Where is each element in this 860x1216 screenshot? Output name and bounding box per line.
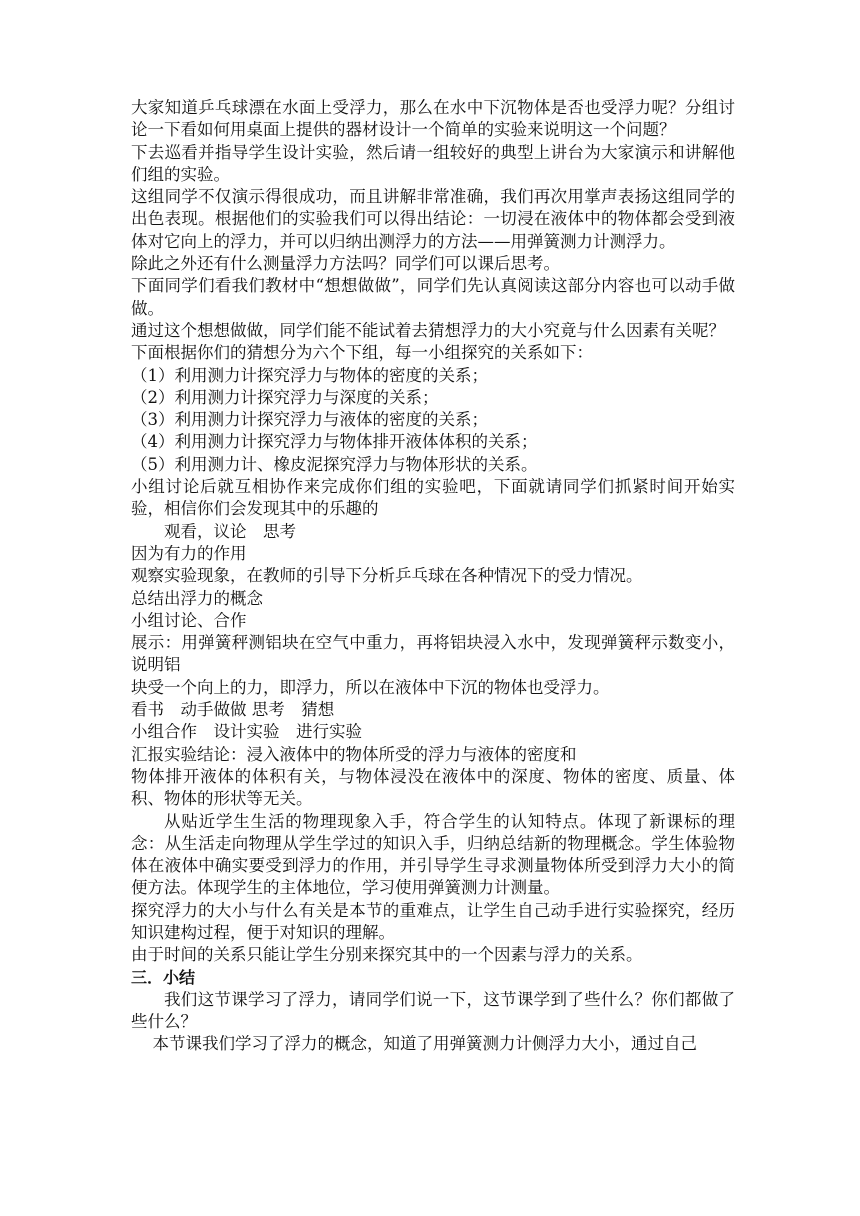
list-item: （4）利用测力计探究浮力与物体排开液体体积的关系； <box>131 432 538 452</box>
paragraph: 下面同学们看我们教材中“想想做做”，同学们先认真阅读这部分内容也可以动手做做。 <box>131 276 735 318</box>
paragraph: 大家知道乒乓球漂在水面上受浮力，那么在水中下沉物体是否也受浮力呢？分组讨论一下看如何用桌面上提供的器材设计一个简单的实验来说明这一个问题？ <box>131 98 735 140</box>
section-heading: 三．小结 <box>131 967 196 987</box>
paragraph: 通过这个想想做做，同学们能不能试着去猜想浮力的大小究竟与什么因素有关呢？ <box>131 320 725 340</box>
paragraph: 小组讨论、合作 <box>131 610 247 630</box>
list-item: （3）利用测力计探究浮力与液体的密度的关系； <box>131 410 488 430</box>
paragraph: 块受一个向上的力，即浮力，所以在液体中下沉的物体也受浮力。 <box>131 677 610 697</box>
paragraph: 总结出浮力的概念 <box>131 588 263 608</box>
paragraph: 探究浮力的大小与什么有关是本节的重难点，让学生自己动手进行实验探究，经历知识建构过程，便于对知识的理解。 <box>131 900 735 942</box>
list-item: （5）利用测力计、橡皮泥探究浮力与物体形状的关系。 <box>131 454 538 474</box>
paragraph: 由于时间的关系只能让学生分别来探究其中的一个因素与浮力的关系。 <box>131 945 643 965</box>
paragraph: 我们这节课学习了浮力，请同学们说一下，这节课学到了些什么？你们都做了些什么？ <box>131 989 735 1032</box>
document-page <box>131 97 735 1056</box>
paragraph: 下去巡看并指导学生设计实验，然后请一组较好的典型上讲台为大家演示和讲解他们组的实验。 <box>131 142 735 184</box>
paragraph: 观察实验现象，在教师的引导下分析乒乓球在各种情况下的受力情况。 <box>131 566 643 586</box>
paragraph: 汇报实验结论：浸入液体中的物体所受的浮力与液体的密度和 <box>131 744 577 764</box>
paragraph: 从贴近学生生活的物理现象入手，符合学生的认知特点。体现了新课标的理念：从生活走向物理从学生学过的知识入手，归纳总结新的物理概念。学生体验物体在液体中确实要受到浮力的作用，并引导学生寻求测量物体所受到浮力大小的简便方法。体现学生的主体地位，学习使用弹簧测力计测量。 <box>131 811 735 898</box>
paragraph: 因为有力的作用 <box>131 543 247 563</box>
paragraph: 小组合作 设计实验 进行实验 <box>131 722 362 742</box>
paragraph: 物体排开液体的体积有关，与物体浸没在液体中的深度、物体的密度、质量、体积、物体的形状等无关。 <box>131 766 735 809</box>
paragraph: 这组同学不仅演示得很成功，而且讲解非常准确，我们再次用掌声表扬这组同学的出色表现。根据他们的实验我们可以得出结论：一切浸在液体中的物体都会受到液体对它向上的浮力，并可以归纳出测浮力的方法——用弹簧测力计测浮力。 <box>131 187 735 251</box>
paragraph: 本节课我们学习了浮力的概念，知道了用弹簧测力计侧浮力大小，通过自己 <box>152 1034 697 1054</box>
list-item: （1）利用测力计探究浮力与物体的密度的关系； <box>131 365 488 385</box>
paragraph: 展示：用弹簧秤测铝块在空气中重力，再将铝块浸入水中，发现弹簧秤示数变小，说明铝 <box>131 633 735 675</box>
list-item: （2）利用测力计探究浮力与深度的关系； <box>131 387 439 407</box>
paragraph: 看书 动手做做 思考 猜想 <box>131 700 335 720</box>
paragraph: 小组讨论后就互相协作来完成你们组的实验吧，下面就请同学们抓紧时间开始实验，相信你们会发现其中的乐趣的 <box>131 477 735 519</box>
paragraph: 下面根据你们的猜想分为六个下组，每一小组探究的关系如下： <box>131 343 593 363</box>
paragraph: 除此之外还有什么测量浮力方法吗？同学们可以课后思考。 <box>131 254 560 274</box>
paragraph: 观看，议论 思考 <box>164 521 296 541</box>
